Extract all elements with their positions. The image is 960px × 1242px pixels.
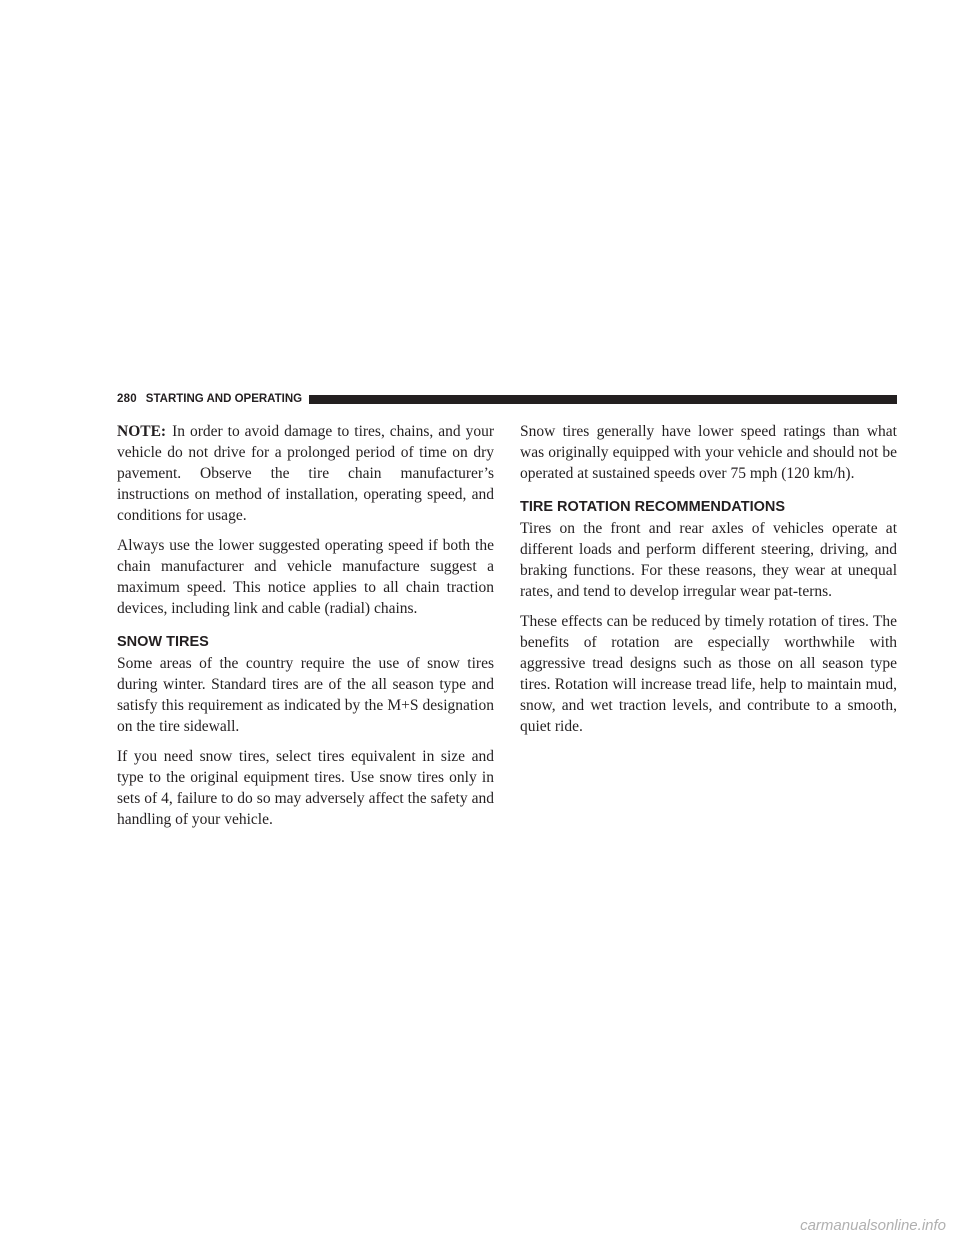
header-rule (309, 395, 897, 404)
watermark-text: carmanualsonline.info (800, 1217, 946, 1234)
page-header (117, 391, 897, 407)
snow-paragraph-1: Some areas of the country require the use of snow tires during winter. Standard tires are of the all season type and satisfy this requirement as indicated by the M+S designation on the tire sidewall. (117, 655, 494, 735)
left-column (117, 421, 494, 839)
note-text: In order to avoid damage to tires, chains, and your vehicle do not drive for a prolonged period of time on dry pavement. Observe the tire chain manufacturer’s instructions on method of installation, operating speed, and conditions for usage. (117, 423, 494, 524)
page-number: 280 (117, 393, 137, 405)
speed-paragraph: Always use the lower suggested operating speed if both the chain manufacturer and vehicle manufacture suggest a maximum speed. This notice applies to all chain traction devices, including link and cable (radial) chains. (117, 537, 494, 617)
snow-paragraph-3: Snow tires generally have lower speed ratings than what was originally equipped with your vehicle and should not be operated at sustained speeds over 75 mph (120 km/h). (520, 423, 897, 482)
section-title: STARTING AND OPERATING (145, 393, 303, 405)
note-paragraph (117, 421, 494, 526)
snow-tires-heading: SNOW TIRES (117, 634, 209, 650)
rotation-paragraph-1: Tires on the front and rear axles of vehicles operate at different loads and perform different steering, driving, and braking functions. For these reasons, they wear at unequal rates, and tend to develop irregular wear pat-terns. (520, 520, 897, 600)
note-label: NOTE: (117, 423, 167, 440)
rotation-paragraph-2: These effects can be reduced by timely rotation of tires. The benefits of rotation are especially worthwhile with aggressive tread designs such as those on all season type tires. Rotation will increase tread life, help to maintain mud, snow, and wet traction levels, and contribute to a smooth, quiet ride. (520, 613, 897, 735)
rotation-heading: TIRE ROTATION RECOMMENDATIONS (520, 499, 786, 515)
snow-paragraph-2: If you need snow tires, select tires equivalent in size and type to the original equipment tires. Use snow tires only in sets of 4, failure to do so may adversely affect the safety and handling of your vehicle. (117, 748, 494, 828)
right-column (520, 421, 897, 746)
